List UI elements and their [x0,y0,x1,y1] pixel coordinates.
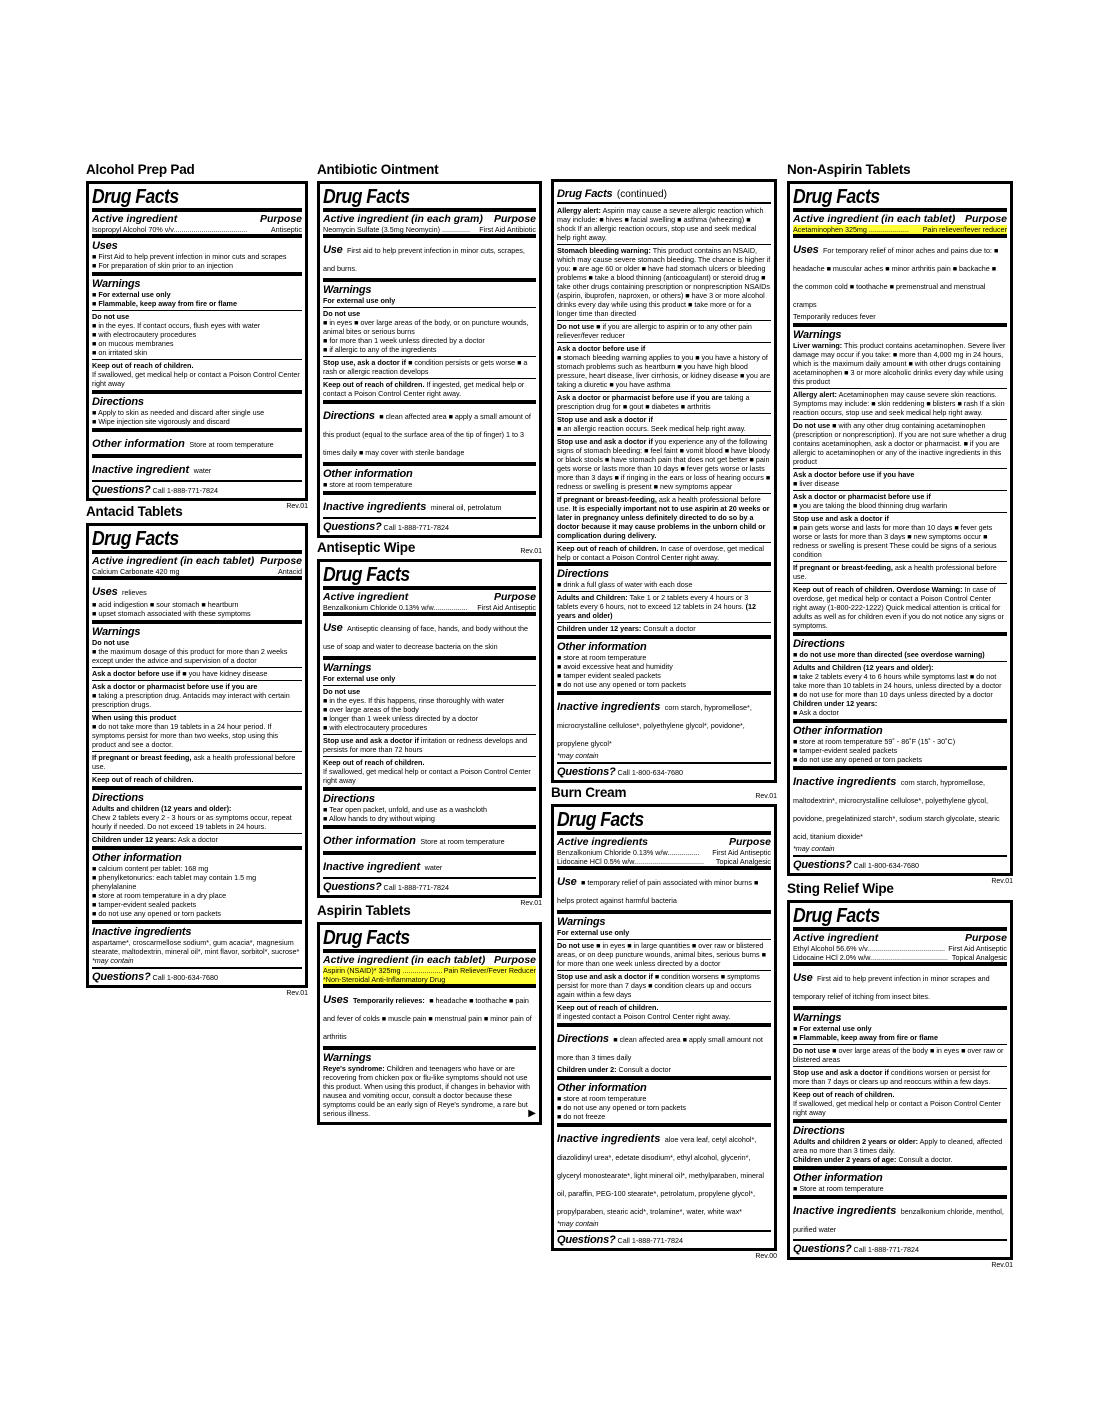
warnings-section: Warnings ■ For external use only ■ Flammable, keep away from fire or flame Do not use ■ in the eyes. If contact occurs, flush eyes with water ■ with electrocautery procedures ■ on mucous membranes ■ on irritated skin Keep out of reach of children. If swallowed, get medical help or contact a Poison Control Center right away [92,272,302,390]
active-ingredient-row: Isopropyl Alcohol 70% v/v..................................... Antiseptic [92,225,302,234]
inactive-section: Inactive ingredients benzalkonium chloride, menthol, purified water [793,1195,1007,1239]
revision: Rev.01 [991,1262,1013,1269]
product-title: Aspirin Tablets [317,903,411,918]
use-section: Use Antiseptic cleansing of face, hands, and body without the use of soap and water to decrease bacteria on the skin [323,612,536,656]
inactive-section: Inactive ingredients aloe vera leaf, cetyl alcohol*, diazolidinyl urea*, edetate disodium*, ethyl alcohol, glycerin*, glyceryl monostearate*, light mineral oil*, methylparaben, mineral oil, paraffin, PEG-100 stearate*, petrolatum, propylene glycol*, propylparaben, stearic acid*, trolamine*, water, white wax* *may contain [557,1123,771,1230]
drug-facts-panel-aspirin [317,922,542,1125]
directions-section: Directions ■ drink a full glass of water with each dose Adults and Children: Take 1 or 2 tablets every 4 hours or 3 tablets every 6 hours, not to exceed 12 tablets in 24 hours. (12 years and older) Children under 12 years: Consult a doctor [557,562,771,635]
revision: Rev.01 [286,503,308,510]
directions-section: Directions Adults and children (12 years and older): Chew 2 tablets every 2 - 3 hours or as symptoms occur, repeat hourly if needed. Do not exceed 19 tablets in 24 hours. Children under 12 years: Ask a doctor [92,786,302,846]
drug-facts-heading: Drug Facts [323,564,410,586]
active-ingredient-header: Active ingredient (in each tablet) Purpose [92,550,302,567]
drug-facts-panel-aspirin-continued: Drug Facts (continued) Allergy alert: Aspirin may cause a severe allergic reaction which may include: ■ hives ■ facial swelling ■ asthma (wheezing) ■ shock If an allergic reaction occurs, stop use and seek medical help right away. Stomach bleeding warning: This product contains an NSAID, which may cause severe stomach bleeding. The chance is higher if you: ■ are age 60 or older ■ have had stomach ulcers or bleeding problems ■ take a blood thinning (anticoagulant) or steroid drug ■ take other drugs containing prescription or nonprescription NSAIDs (aspirin, ibuprofen, naproxen, or others) ■ have 3 or more alcohol drinks every day while using this product ■ take more or for a longer time than directed Do not use ■ if you are allergic to aspirin or to any other pain reliever/fever reducer Ask a doctor before use if ■ stomach bleeding warning applies to you ■ you have a history of stomach problems such as heartburn ■ you have high blood pressure, heart disease, liver cirrhosis, or kidney disease ■ you are taking a diuretic ■ you have asthma Ask a doctor or pharmacist before use if you are taking a prescription drug for ■ gout ■ diabetes ■ arthritis Stop use and ask a doctor if ■ an allergic reaction occurs. Seek medical help right away. Stop use and ask a doctor if you experience any of the following signs of stomach bleeding: ■ feel faint ■ vomit blood ■ have bloody or black stools ■ have stomach pain that does not get better ■ pain gets worse or lasts more than 10 days ■ fever gets worse or lasts more than 3 days ■ if ringing in the ears or loss of hearing occurs ■ redness or swelling is present ■ new symptoms appear If pregnant or breast-feeding, ask a health professional before use. It is especially important not to use aspirin at 20 weeks or later in pregnancy unless definitely directed to do so by a doctor because it may cause problems in the unborn child or complication during delivery. Keep out of reach of children. In case of overdose, get medical help or contact a Poison Control Center right away. Directions ■ drink a full glass of water with each dose Adults and Children: Take 1 or 2 tablets every 4 hours or 3 tablets every 6 hours, not to exceed 12 tablets in 24 hours. (12 years and older) Children under 12 years: Consult a doctor Other information ■ store at room temperature ■ avoid excessive heat and humidity ■ tamper evident sealed packets ■ do not use any opened or torn packets Inactive ingredients corn starch, hypromellose*, microcrystalline cellulose*, polyethylene glycol*, povidone*, propylene glycol* *may contain Questions? Call 1-800-634-7680 [551,179,777,783]
inactive-section: Inactive ingredients aspartame*, croscarmellose sodium*, gum acacia*, magnesium stearate, maltodextrin, mineral oil*, mint flavor, sorbitol*, sucrose* *may contain [92,920,302,967]
directions-section: Directions ■ clean affected area ■ apply small amount not more than 3 times daily Children under 2: Consult a doctor [557,1023,771,1076]
directions-section: Directions ■ Tear open packet, unfold, and use as a washcloth ■ Allow hands to dry without wiping [323,787,536,825]
directions-section: Directions Adults and children 2 years or older: Apply to cleaned, affected area no more than 3 times daily. Children under 2 years of age: Consult a doctor. [793,1119,1007,1166]
warnings-section: Warnings Reye's syndrome: Children and teenagers who have or are recovering from chicken pox or flu-like symptoms should not use this product. When using this product, if changes in behavior with nausea and vomiting occur, consult a doctor because these symptoms could be an early sign of Reye's syndrome, a rare but serious illness. ▶ [323,1046,536,1120]
product-title: Antiseptic Wipe [317,540,416,555]
inactive-section: Inactive ingredient water [323,851,536,877]
drug-facts-panel-alcohol [86,181,308,501]
warnings-section: Warnings Liver warning: This product contains acetaminophen. Severe liver damage may occur if you take: ■ more than 4,000 mg in 24 hours, which is the maximum daily amount ■ with other drugs containing acetaminophen ■ 3 or more alcoholic drinks every day while using this product Allergy alert: Acetaminophen may cause severe skin reactions. Symptoms may include: ■ skin reddening ■ blisters ■ rash If a skin reaction occurs, stop use and seek medical help right away. Do not use ■ with any other drug containing acetaminophen (prescription or nonprescription). If you are not sure whether a drug contains acetaminophen, ask a doctor or pharmacist. ■ if you are allergic to acetaminophen or any of the inactive ingredients in this product Ask a doctor before use if you have ■ liver disease Ask a doctor or pharmacist before use if ■ you are taking the blood thinning drug warfarin Stop use and ask a doctor if ■ pain gets worse and lasts for more than 10 days ■ fever gets worse or lasts for more than 3 days ■ new symptoms occur ■ redness or swelling is present These could be signs of a serious condition If pregnant or breast-feeding, ask a health professional before use. Keep out of reach of children. Overdose Warning: In case of overdose, get medical help or contact a Poison Control Center right away (1-800-222-1222) Quick medical attention is critical for adults as well as for children even if you do not notice any signs or symptoms. [793,323,1007,632]
uses-section: Uses For temporary relief of minor aches and pains due to: ■ headache ■ muscular aches ■ minor arthritis pain ■ backache ■ the common cold ■ toothache ■ premenstrual and menstrual cramps Temporarily reduces fever [793,234,1007,323]
drug-facts-panel-antacid [86,523,308,988]
product-title: Antacid Tablets [86,504,183,519]
active-ingredient-row: Lidocaine HCl 2.0% w/w....................................... Topical Analgesic [793,953,1007,962]
active-ingredient-row: Benzalkonium Chloride 0.13% w/w................. First Aid Antiseptic [323,603,536,612]
drug-facts-panel-sting [787,900,1013,1260]
inactive-section: Inactive ingredient water [92,454,302,480]
drug-facts-heading: Drug Facts [793,905,880,927]
questions-section: Questions? Call 1-888-771-7824 [557,1230,771,1246]
drug-facts-heading: Drug Facts [92,528,179,550]
directions-section: Directions ■ Apply to skin as needed and discard after single use ■ Wipe injection site vigorously and discard [92,390,302,428]
product-title: Alcohol Prep Pad [86,162,195,177]
inactive-section: Inactive ingredients corn starch, hypromellose*, microcrystalline cellulose*, polyethylene glycol*, povidone*, propylene glycol* *may contain [557,691,771,762]
active-ingredient-row: Neomycin Sulfate (3.5mg Neomycin) .............. First Aid Antibiotic [323,225,536,234]
drug-facts-heading: Drug Facts [323,927,410,949]
warnings-section: Warnings Do not use ■ the maximum dosage of this product for more than 2 weeks except under the advice and supervision of a doctor Ask a doctor before use if ■ you have kidney disease Ask a doctor or pharmacist before use if you are ■ taking a prescription drug. Antacids may interact with certain prescription drugs. When using this product ■ do not take more than 19 tablets in a 24 hour period. If symptoms persist for more than two weeks, stop using this product and see a doctor. If pregnant or breast feeding, ask a health professional before use. Keep out of reach of children. [92,620,302,786]
revision: Rev.01 [991,878,1013,885]
product-title: Non-Aspirin Tablets [787,162,911,177]
product-title: Antibiotic Ointment [317,162,439,177]
drug-facts-panel-antibiotic [317,181,542,538]
other-info-section: Other information ■ Store at room temperature [793,1166,1007,1195]
revision: Rev.01 [520,900,542,907]
use-section: Use ■ temporary relief of pain associated with minor burns ■ helps protect against harmful bacteria [557,866,771,910]
active-ingredient-row: Lidocaine HCl 0.5% w/w................................... Topical Analgesic [557,857,771,866]
revision: Rev.00 [755,1253,777,1260]
questions-section: Questions? Call 1-800-634-7680 [793,855,1007,871]
questions-section: Questions? Call 1-888-771-7824 [793,1239,1007,1255]
column-4 [787,162,1013,1269]
questions-section: Questions? Call 1-888-771-7824 [92,480,302,496]
revision: Rev.01 [520,548,542,555]
other-info-section: Other information ■ calcium content per tablet: 168 mg ■ phenylketonurics: each tablet may contain 1.5 mg phenylalanine ■ store at room temperature in a dry place ■ tamper-evident sealed packets ■ do not use any opened or torn packets [92,846,302,920]
use-section: Use First aid to help prevent infection in minor scrapes and temporary relief of itching from insect bites. [793,962,1007,1006]
active-ingredient-row: Aspirin (NSAID)* 325mg .................... Pain Reliever/Fever Reducer [323,966,536,975]
active-ingredient-header: Active ingredient Purpose [92,208,302,225]
drug-facts-panel-antiseptic [317,559,542,898]
product-title: Sting Relief Wipe [787,881,894,896]
questions-section: Questions? Call 1-800-634-7680 [92,967,302,983]
revision: Rev.01 [755,793,777,800]
uses-section: Uses ■ First Aid to help prevent infection in minor cuts and scrapes ■ For preparation of skin prior to an injection [92,234,302,272]
active-ingredient-header: Active ingredient (in each tablet) Purpose [793,208,1007,225]
drug-facts-heading: Drug Facts [92,186,179,208]
drug-facts-heading: Drug Facts [323,186,410,208]
active-ingredient-header: Active ingredients Purpose [557,831,771,848]
other-info-section: Other information ■ store at room temperature ■ do not use any opened or torn packets ■ do not freeze [557,1076,771,1123]
active-ingredient-row: Calcium Carbonate 420 mg Antacid [92,567,302,576]
nsaid-note: *Non-Steroidal Anti-Inflammatory Drug [323,975,536,984]
use-section: Use First aid to help prevent infection in minor cuts, scrapes, and burns. [323,234,536,278]
other-info-section: Other information Store at room temperature [92,428,302,454]
active-ingredient-header: Active ingredient (in each tablet) Purpose [323,949,536,966]
questions-section: Questions? Call 1-888-771-7824 [323,877,536,893]
questions-section: Questions? Call 1-888-771-7824 [323,517,536,533]
questions-section: Questions? Call 1-800-634-7680 [557,762,771,778]
active-ingredient-row: Benzalkonium Chloride 0.13% w/w................ First Aid Antiseptic [557,848,771,857]
warnings-section: Warnings For external use only Do not use ■ in eyes ■ over large areas of the body, or on puncture wounds, animal bites or serious burns ■ for more than 1 week unless directed by a doctor ■ if allergic to any of the ingredients Stop use, ask a doctor if ■ condition persists or gets worse ■ a rash or allergic reaction develops Keep out of reach of children. If ingested, get medical help or contact a Poison Control Center right away. [323,278,536,400]
column-2 [317,162,542,1125]
other-info-section: Other information Store at room temperature [323,825,536,851]
column-3 [551,179,777,1260]
inactive-section: Inactive ingredients corn starch, hypromellose, maltodextrin*, microcrystalline cellulose*, polyethylene glycol, povidone, pregelatinized starch*, sodium starch glycolate, stearic acid, titanium dioxide* *may contain [793,766,1007,855]
drug-facts-panel-nonaspirin [787,181,1013,876]
directions-section: Directions ■ clean affected area ■ apply a small amount of this product (equal to the surface area of the tip of finger) 1 to 3 times daily ■ may cover with sterile bandage [323,400,536,462]
warnings-section: Warnings For external use only Do not use ■ in the eyes. If this happens, rinse thoroughly with water ■ over large areas of the body ■ longer than 1 week unless directed by a doctor ■ with electrocautery procedures Stop use and ask a doctor if irritation or redness develops and persists for more than 72 hours Keep out of reach of children. If swallowed, get medical help or contact a Poison Control Center right away [323,656,536,787]
active-ingredient-header: Active ingredient (in each gram) Purpose [323,208,536,225]
other-info-section: Other information ■ store at room temperature 59˚ - 86˚F (15˚ - 30˚C) ■ tamper-evident sealed packets ■ do not use any opened or torn packets [793,719,1007,766]
drug-facts-heading: Drug Facts [793,186,880,208]
warnings-section: Warnings ■ For external use only ■ Flammable, keep away from fire or flame Do not use ■ over large areas of the body ■ in eyes ■ over raw or blistered areas Stop use and ask a doctor if conditions worsen or persist for more than 7 days or clears up and reoccurs within a few days. Keep out of reach of children. If swallowed, get medical help or contact a Poison Control Center right away [793,1006,1007,1119]
warnings-section: Warnings For external use only Do not use ■ in eyes ■ in large quantities ■ over raw or blistered areas, or on deep puncture wounds, animal bites, serious burns ■ for more than one week unless directed by a doctor Stop use and ask a doctor if ■ condition worsens ■ symptoms persist for more than 7 days ■ condition clears up and occurs again within a few days Keep out of reach of children. If ingested contact a Poison Control Center right away. [557,910,771,1023]
drug-facts-panel-burn [551,804,777,1251]
uses-section: Uses Temporarily relieves: ■ headache ■ toothache ■ pain and fever of colds ■ muscle pain ■ menstrual pain ■ minor pain of arthritis [323,984,536,1046]
active-ingredient-header: Active ingredient Purpose [323,586,536,603]
other-info-section: Other information ■ store at room temperature [323,462,536,491]
active-ingredient-row: Acetaminophen 325mg .................... Pain reliever/fever reducer [793,225,1007,234]
continued-arrow-icon: ▶ [528,1108,536,1119]
product-title: Burn Cream [551,785,627,800]
other-info-section: Other information ■ store at room temperature ■ avoid excessive heat and humidity ■ tamper evident sealed packets ■ do not use any opened or torn packets [557,635,771,691]
drug-facts-heading: Drug Facts [557,809,644,831]
active-ingredient-row: Ethyl Alcohol 56.6% v/v....................................... First Aid Antiseptic [793,944,1007,953]
column-1 [86,162,308,997]
active-ingredient-header: Active ingredient Purpose [793,927,1007,944]
revision: Rev.01 [286,990,308,997]
uses-section: Uses relieves ■ acid indigestion ■ sour stomach ■ heartburn ■ upset stomach associated with these symptoms [92,576,302,620]
directions-section: Directions ■ do not use more than directed (see overdose warning) Adults and Children (12 years and older): ■ take 2 tablets every 4 to 6 hours while symptoms last ■ do not take more than 10 tablets in 24 hours, unless directed by a doctor ■ do not use for more than 10 days unless directed by a doctor Children under 12 years: ■ Ask a doctor [793,632,1007,719]
inactive-section: Inactive ingredients mineral oil, petrolatum [323,491,536,517]
